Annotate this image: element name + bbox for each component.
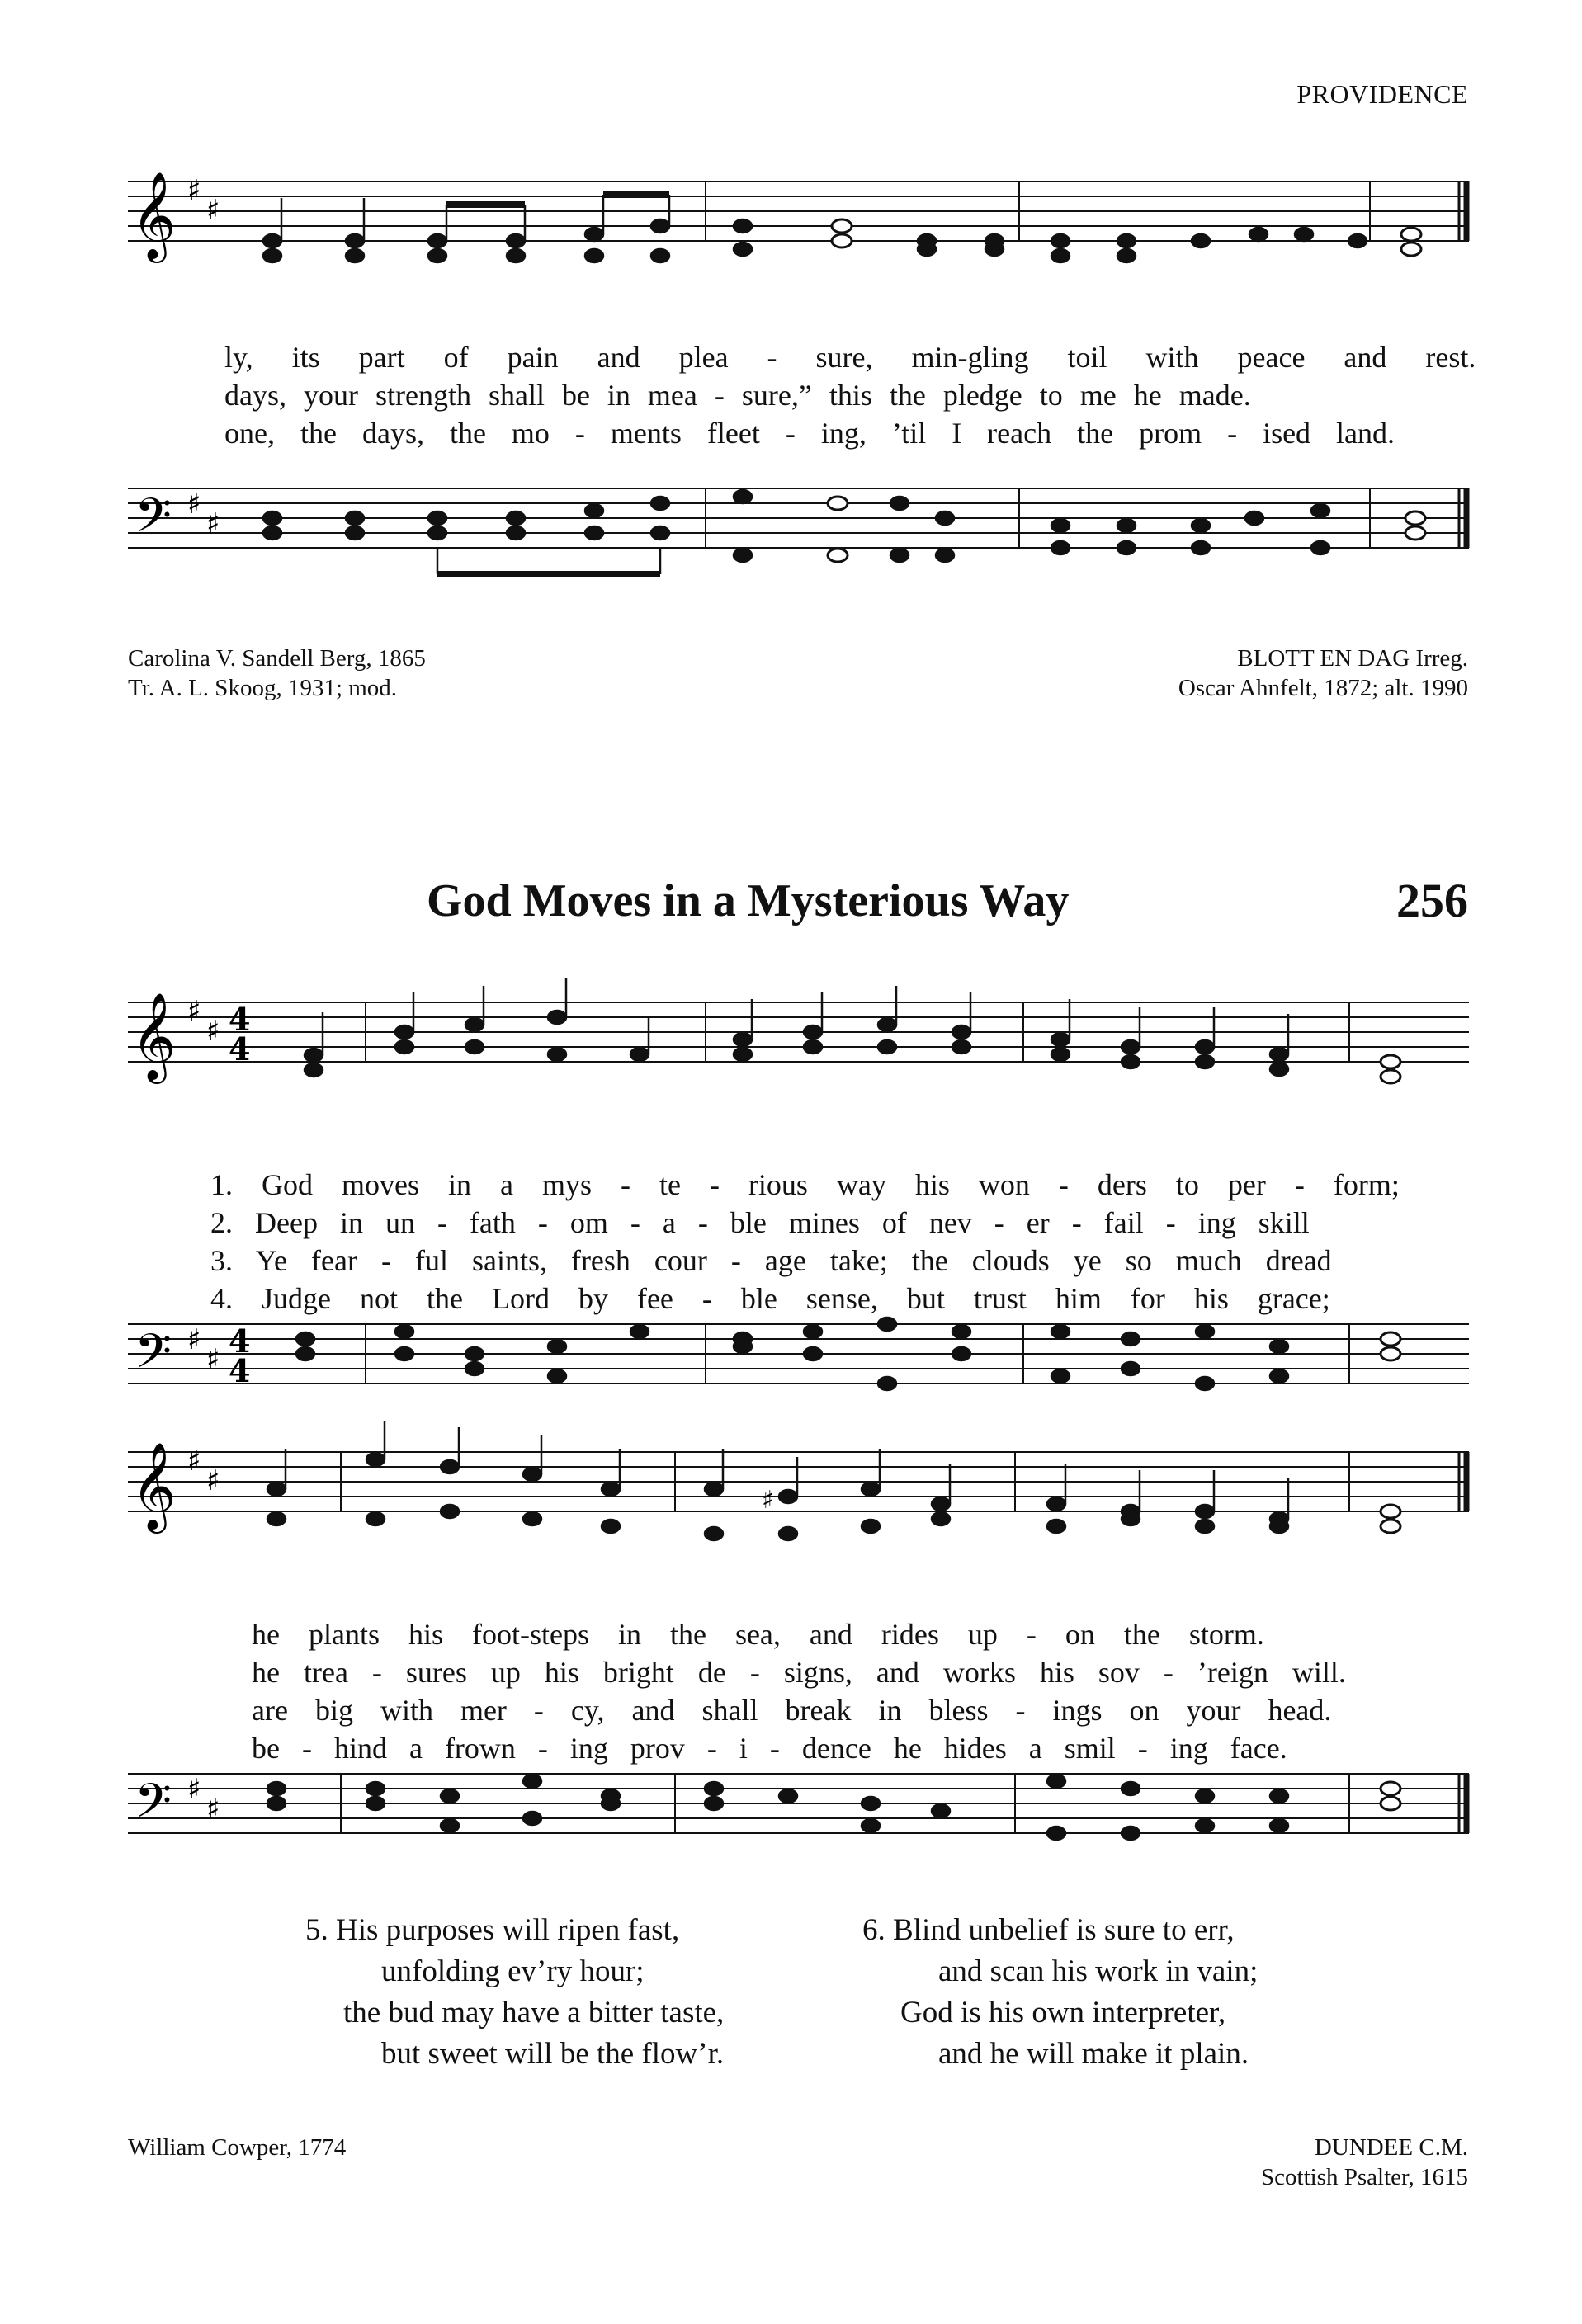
stanza5-line4: but sweet will be the flow’r. xyxy=(381,2037,725,2071)
prev-credits-left xyxy=(128,643,426,703)
stanza6-line4: and he will make it plain. xyxy=(938,2037,1249,2071)
system1-bass-staff xyxy=(128,1291,1469,1431)
section-header: PROVIDENCE xyxy=(1296,79,1468,109)
prev-tune-name: BLOTT EN DAG Irreg. xyxy=(1237,645,1468,672)
bass-clef-icon: 𝄢 xyxy=(135,1323,172,1391)
stanza6-line3: God is his own interpreter, xyxy=(900,1996,1226,2029)
system1-treble-staff xyxy=(128,969,1469,1134)
verse2-line2: he trea - sures up his bright de - signs, and works his sov - ’reign will. xyxy=(252,1656,1346,1689)
svg-text:♯: ♯ xyxy=(187,1323,201,1356)
hymn-title: God Moves in a Mysterious Way xyxy=(427,875,1070,926)
svg-text:♯: ♯ xyxy=(206,1015,220,1048)
tune-name: DUNDEE C.M. xyxy=(1314,2134,1468,2161)
verse4-line1: 4. Judge not the Lord by fee - ble sense, but trust him for his grace; xyxy=(210,1282,1330,1315)
svg-text:4: 4 xyxy=(229,1322,251,1360)
prev-bass-staff xyxy=(128,462,1469,602)
bass-clef-icon: 𝄢 xyxy=(135,488,172,555)
treble-clef-icon: 𝄞 xyxy=(131,1441,177,1530)
prev-translator: Tr. A. L. Skoog, 1931; mod. xyxy=(128,675,398,701)
prev-lyric-line-1: ly, its part of pain and plea - sure, min-gling toil with peace and rest. xyxy=(224,341,1476,374)
svg-text:4: 4 xyxy=(229,1030,251,1068)
svg-text:♯: ♯ xyxy=(206,1464,220,1497)
svg-text:♯: ♯ xyxy=(187,1773,201,1806)
prev-lyric-line-3: one, the days, the mo - ments fleet - ing, ’til I reach the prom - ised land. xyxy=(224,417,1395,450)
stanza6-line2: and scan his work in vain; xyxy=(938,1954,1259,1988)
system2-bass-staff xyxy=(128,1741,1469,1881)
stanza5-line1: 5. His purposes will ripen fast, xyxy=(305,1913,680,1947)
svg-text:♯: ♯ xyxy=(206,507,220,540)
tune-source: Scottish Psalter, 1615 xyxy=(1261,2164,1468,2190)
hymn-number: 256 xyxy=(1396,874,1468,927)
verse3-line1: 3. Ye fear - ful saints, fresh cour - age take; the clouds ye so much dread xyxy=(210,1244,1332,1277)
treble-clef-icon: 𝄞 xyxy=(131,171,177,259)
stanza-6 xyxy=(862,1910,1258,2075)
verse3-line2: are big with mer - cy, and shall break in bless - ings on your head. xyxy=(252,1694,1332,1727)
svg-text:♯: ♯ xyxy=(187,174,201,207)
bass-clef-icon: 𝄢 xyxy=(135,1773,172,1841)
svg-text:♯: ♯ xyxy=(206,194,220,227)
prev-lyric-line-2: days, your strength shall be in mea - sure,” this the pledge to me he made. xyxy=(224,379,1251,412)
prev-author: Carolina V. Sandell Berg, 1865 xyxy=(128,645,426,672)
stanza5-line3: the bud may have a bitter taste, xyxy=(343,1996,725,2029)
svg-text:♯: ♯ xyxy=(187,995,201,1028)
stanza6-line1: 6. Blind unbelief is sure to err, xyxy=(862,1913,1235,1947)
verse2-line1: 2. Deep in un - fath - om - a - ble mines of nev - er - fail - ing skill xyxy=(210,1206,1310,1239)
svg-text:4: 4 xyxy=(229,1352,251,1389)
system2-treble-staff xyxy=(128,1419,1469,1584)
hymn-author: William Cowper, 1774 xyxy=(128,2134,347,2161)
verse1-line2: he plants his foot-steps in the sea, and rides up - on the storm. xyxy=(252,1618,1264,1651)
prev-composer: Oscar Ahnfelt, 1872; alt. 1990 xyxy=(1178,675,1468,701)
prev-treble-staff xyxy=(128,148,1469,313)
stanza-5 xyxy=(305,1910,724,2075)
svg-text:♯: ♯ xyxy=(187,1445,201,1478)
svg-text:♯: ♯ xyxy=(762,1486,774,1515)
verse1-line1: 1. God moves in a mys - te - rious way his won - ders to per - form; xyxy=(210,1168,1400,1201)
time-signature: 4 xyxy=(229,1001,251,1038)
svg-text:♯: ♯ xyxy=(187,488,201,521)
treble-clef-icon: 𝄞 xyxy=(131,992,177,1080)
verse4-line2: be - hind a frown - ing prov - i - dence he hides a smil - ing face. xyxy=(252,1732,1287,1765)
svg-text:♯: ♯ xyxy=(206,1793,220,1826)
svg-text:♯: ♯ xyxy=(206,1343,220,1376)
hymn-tune-credits xyxy=(1261,2133,1468,2192)
stanza5-line2: unfolding ev’ry hour; xyxy=(381,1954,645,1988)
prev-credits-right xyxy=(1178,643,1468,703)
